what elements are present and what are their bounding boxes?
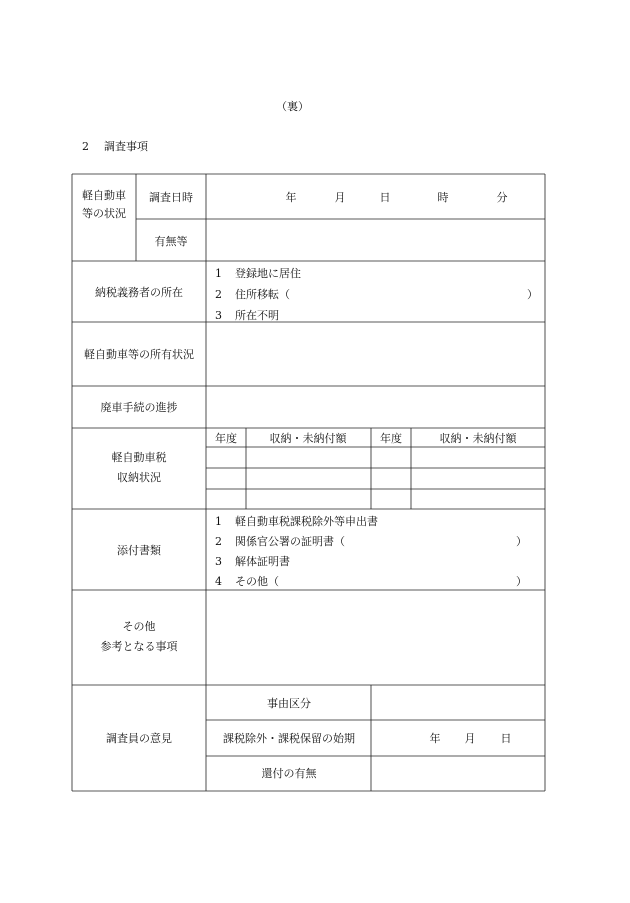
- start-period-label: 課税除外・課税保留の始期: [223, 732, 355, 745]
- scrap-progress-label: 廃車手続の進捗: [100, 401, 178, 414]
- reason-label: 事由区分: [267, 697, 311, 710]
- survey-datetime-label: 調査日時: [149, 191, 193, 204]
- start-unit-day: 日: [500, 732, 512, 745]
- tax-col-amount-1: 収納・未納付額: [269, 432, 347, 445]
- page-title: （裏）: [276, 100, 309, 113]
- attachment-option-4[interactable]: [215, 573, 279, 589]
- tax-payment-label: [112, 448, 167, 488]
- attachments-label: 添付書類: [117, 544, 161, 557]
- attachment-option-4-num: 4: [215, 575, 222, 588]
- taxpayer-option-2-close: ）: [527, 288, 538, 301]
- tax-col-year-2: 年度: [380, 432, 402, 445]
- section-title: 調査事項: [104, 140, 148, 153]
- taxpayer-option-2-text: 住所移転（: [235, 288, 290, 301]
- attachment-option-2-close: ）: [516, 535, 527, 548]
- vehicle-status-label-line2: 等の状況: [82, 207, 126, 220]
- tax-payment-label-line2: 収納状況: [117, 471, 161, 484]
- datetime-unit-year: 年: [285, 191, 297, 204]
- opinion-label: 調査員の意見: [106, 732, 172, 745]
- ownership-label: 軽自動車等の所有状況: [84, 348, 194, 361]
- scrap-progress-field[interactable]: [208, 388, 544, 426]
- vehicle-status-label-line1: 軽自動車: [82, 189, 126, 202]
- attachment-option-3[interactable]: [215, 553, 290, 569]
- taxpayer-option-3[interactable]: [215, 307, 279, 323]
- taxpayer-option-1[interactable]: [215, 265, 301, 281]
- datetime-unit-minute: 分: [496, 191, 508, 204]
- attachment-option-2-num: 2: [215, 535, 222, 548]
- reason-field[interactable]: [373, 687, 544, 718]
- taxpayer-option-3-num: 3: [215, 309, 222, 322]
- start-unit-month: 月: [464, 732, 476, 745]
- attachment-option-4-close: ）: [516, 575, 527, 588]
- section-number: 2: [82, 140, 89, 153]
- refund-label: 還付の有無: [261, 767, 317, 780]
- datetime-unit-hour: 時: [437, 191, 449, 204]
- vehicle-status-label: [82, 187, 126, 223]
- refund-field[interactable]: [373, 758, 544, 789]
- taxpayer-option-2-num: 2: [215, 288, 222, 301]
- taxpayer-location-label: 納税義務者の所在: [95, 286, 183, 299]
- taxpayer-option-1-num: 1: [215, 267, 222, 280]
- other-label-line2: 参考となる事項: [100, 640, 178, 653]
- start-unit-year: 年: [429, 732, 441, 745]
- ownership-field[interactable]: [208, 324, 544, 384]
- tax-payment-label-line1: 軽自動車税: [111, 451, 167, 464]
- presence-label: 有無等: [154, 235, 188, 248]
- attachment-option-4-text: その他（: [235, 575, 279, 588]
- other-field[interactable]: [208, 592, 544, 683]
- attachment-option-1-num: 1: [215, 515, 222, 528]
- tax-col-amount-2: 収納・未納付額: [439, 432, 517, 445]
- taxpayer-option-1-text: 登録地に居住: [235, 267, 301, 280]
- attachment-option-2[interactable]: [215, 533, 345, 549]
- tax-col-year-1: 年度: [215, 432, 237, 445]
- datetime-unit-month: 月: [334, 191, 346, 204]
- attachment-option-1[interactable]: [215, 513, 378, 529]
- attachment-option-3-text: 解体証明書: [235, 555, 290, 568]
- attachment-option-3-num: 3: [215, 555, 222, 568]
- attachment-option-2-text: 関係官公署の証明書（: [235, 535, 345, 548]
- other-label: [101, 617, 178, 657]
- survey-datetime-field[interactable]: [208, 176, 544, 218]
- datetime-unit-day: 日: [379, 191, 391, 204]
- attachment-option-1-text: 軽自動車税課税除外等申出書: [235, 515, 378, 528]
- other-label-line1: その他: [122, 620, 156, 633]
- presence-field[interactable]: [208, 222, 544, 259]
- taxpayer-option-3-text: 所在不明: [235, 309, 279, 322]
- taxpayer-option-2[interactable]: [215, 286, 290, 302]
